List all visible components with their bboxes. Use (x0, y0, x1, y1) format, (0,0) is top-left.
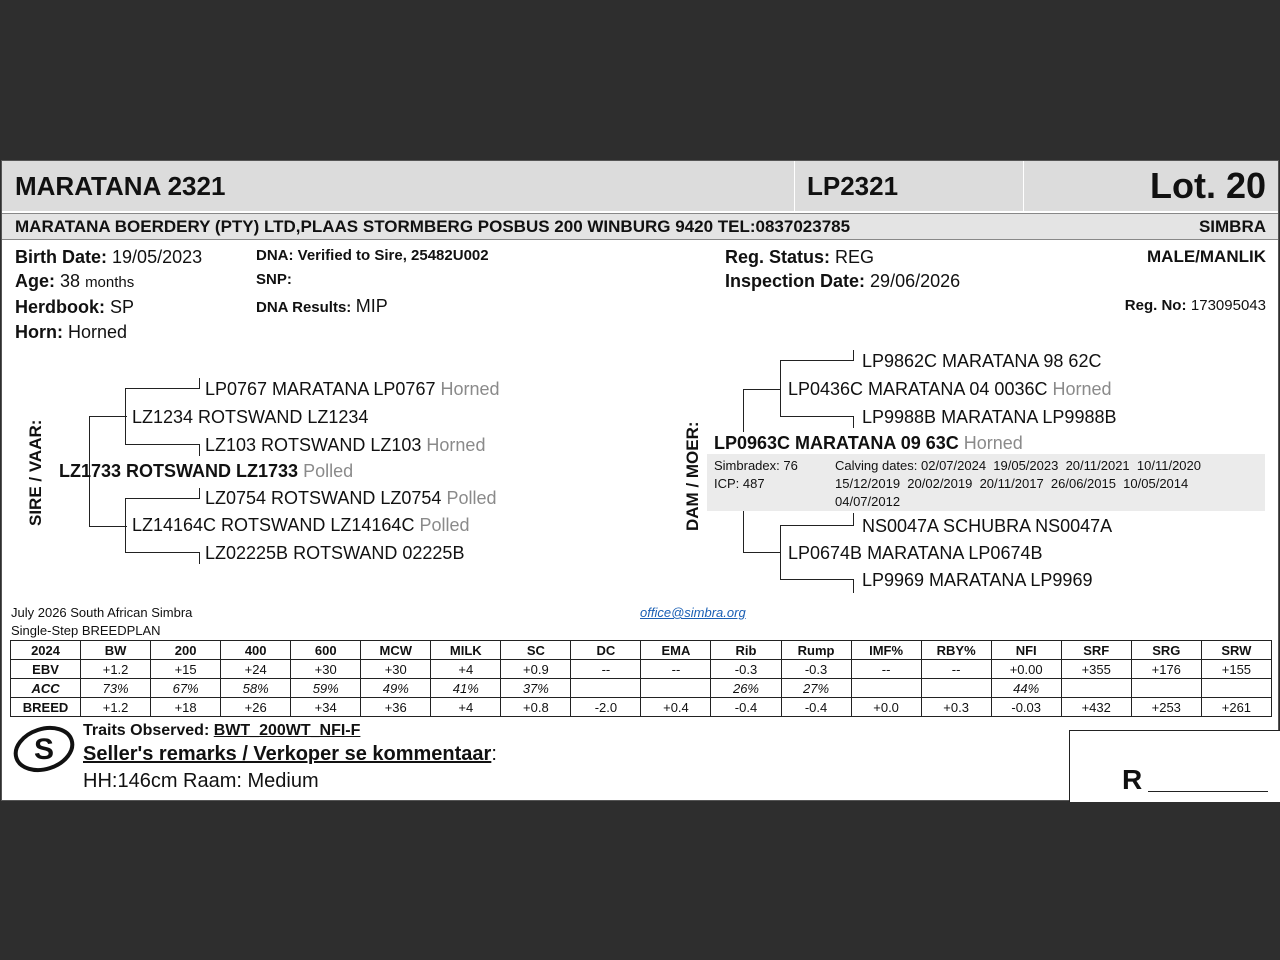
dam-dam-sire: NS0047A SCHUBRA NS0047A (862, 516, 1113, 536)
dna-verification: DNA: Verified to Sire, 25482U002 (256, 247, 489, 264)
sire-sire-sire: LP0767 MARATANA LP0767 Horned (205, 379, 500, 399)
breed-row: BREED +1.2 +18 +26 +34 +36 +4 +0.8 -2.0 +0.4 -0.4 -0.4 +0.0 +0.3 -0.03 +432 +253 +261 (11, 698, 1272, 717)
inspection-date: Inspection Date: 29/06/2026 (725, 271, 961, 291)
traits-observed: Traits Observed: BWT_200WT_NFI-F (83, 722, 361, 739)
birth-date: Birth Date: 19/05/2023 (15, 247, 203, 267)
calving-dates-1: Calving dates: 02/07/2024 19/05/2023 20/11/2021 10/11/2020 (835, 458, 1201, 473)
simbradex: Simbradex: 76 (714, 458, 798, 473)
evaluation-title: July 2026 South African Simbra (11, 605, 193, 620)
acc-row: ACC 73% 67% 58% 59% 49% 41% 37% 26% 27% 44% (11, 679, 1272, 698)
dam-dam: LP0674B MARATANA LP0674B (788, 543, 1043, 563)
herdbook: Herdbook: SP (15, 297, 135, 317)
reg-status: Reg. Status: REG (725, 247, 875, 267)
dna-results: DNA Results: MIP (256, 296, 388, 316)
evaluation-subtitle: Single-Step BREEDPLAN (11, 623, 161, 638)
svg-text:S: S (33, 733, 55, 766)
dam-performance-box (707, 454, 1265, 511)
sire-side-label: SIRE / VAAR: (26, 419, 45, 526)
sire-name: LZ1733 ROTSWAND LZ1733 Polled (59, 461, 354, 481)
dam-side-label: DAM / MOER: (683, 421, 702, 531)
breeder-bar (2, 213, 1278, 240)
lot-card (1, 160, 1279, 801)
sire-dam: LZ14164C ROTSWAND LZ14164C Polled (132, 515, 470, 535)
animal-id: LP2321 (807, 171, 899, 201)
sire-dam-sire: LZ0754 ROTSWAND LZ0754 Polled (205, 488, 497, 508)
price-box (1069, 730, 1280, 802)
simbra-logo-icon (12, 724, 76, 774)
horn-status: Horn: Horned (15, 322, 128, 342)
calving-dates-2: 15/12/2019 20/02/2019 20/11/2017 26/06/2015 10/05/2014 (835, 476, 1189, 491)
sex: MALE/MANLIK (1147, 247, 1266, 266)
icp: ICP: 487 (714, 476, 765, 491)
dam-sire-dam: LP9988B MARATANA LP9988B (862, 407, 1117, 427)
breeder-line: MARATANA BOERDERY (PTY) LTD,PLAAS STORMBERG POSBUS 200 WINBURG 9420 TEL:0837023785 (15, 217, 851, 236)
dam-sire: LP0436C MARATANA 04 0036C Horned (788, 379, 1112, 399)
sire-dam-dam: LZ02225B ROTSWAND 02225B (205, 543, 465, 563)
sire-sire-dam: LZ103 ROTSWAND LZ103 Horned (205, 435, 486, 455)
breed-name: SIMBRA (1198, 217, 1266, 236)
sire-sire: LZ1234 ROTSWAND LZ1234 (132, 407, 369, 427)
age: Age: 38 months (15, 271, 135, 291)
dam-name: LP0963C MARATANA 09 63C Horned (714, 433, 1023, 453)
email-link[interactable]: office@simbra.org (640, 605, 746, 620)
sellers-remarks-text: HH:146cm Raam: Medium (83, 770, 319, 792)
ebv-header-row: 2024 BW 200 400 600 MCW MILK SC DC EMA Rib Rump IMF% RBY% NFI SRF SRG SRW (11, 641, 1272, 660)
card-header (2, 161, 1278, 211)
ebv-table (10, 640, 1272, 717)
dam-dam-dam: LP9969 MARATANA LP9969 (862, 570, 1093, 590)
price-currency: R (1122, 764, 1143, 795)
dam-sire-sire: LP9862C MARATANA 98 62C (862, 351, 1102, 371)
sellers-remarks-heading: Seller's remarks / Verkoper se kommentaar: (83, 743, 497, 765)
snp-label: SNP: (256, 271, 292, 288)
calving-dates-3: 04/07/2012 (835, 494, 901, 509)
ebv-row: EBV +1.2 +15 +24 +30 +30 +4 +0.9 -- -- -0.3 -0.3 -- -- +0.00 +355 +176 +155 (11, 660, 1272, 679)
animal-name: MARATANA 2321 (15, 171, 226, 201)
reg-number: Reg. No: 173095043 (1124, 297, 1266, 314)
price-input-line[interactable] (1148, 791, 1268, 792)
lot-number: Lot. 20 (1149, 165, 1266, 206)
